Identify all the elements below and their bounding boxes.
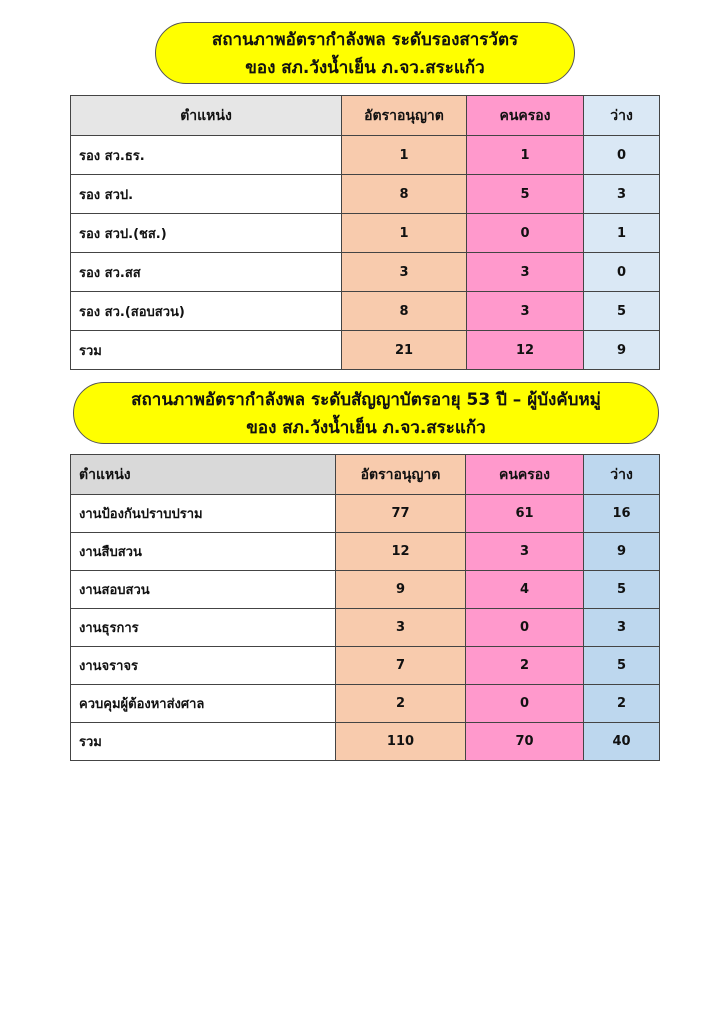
cell-authorized: 7 <box>336 647 466 685</box>
cell-vacant: 9 <box>584 533 660 571</box>
cell-authorized: 8 <box>342 175 467 214</box>
header-authorized: อัตราอนุญาต <box>342 96 467 136</box>
cell-vacant: 1 <box>584 214 660 253</box>
cell-position: รอง สว.(สอบสวน) <box>71 292 342 331</box>
header-filled: คนครอง <box>466 455 584 495</box>
cell-authorized: 110 <box>336 723 466 761</box>
cell-vacant: 0 <box>584 253 660 292</box>
cell-filled: 1 <box>467 136 584 175</box>
table-row <box>71 136 660 175</box>
cell-position: รวม <box>71 331 342 370</box>
table-total-row <box>71 723 660 761</box>
cell-authorized: 12 <box>336 533 466 571</box>
cell-position: รอง สวป.(ชส.) <box>71 214 342 253</box>
cell-position: รอง สว.ธร. <box>71 136 342 175</box>
cell-authorized: 77 <box>336 495 466 533</box>
cell-vacant: 5 <box>584 571 660 609</box>
cell-position: รอง สว.สส <box>71 253 342 292</box>
cell-vacant: 40 <box>584 723 660 761</box>
cell-filled: 61 <box>466 495 584 533</box>
header-vacant: ว่าง <box>584 455 660 495</box>
cell-filled: 3 <box>466 533 584 571</box>
table-row <box>71 571 660 609</box>
cell-vacant: 3 <box>584 609 660 647</box>
header-position: ตำแหน่ง <box>71 96 342 136</box>
table-header-row <box>71 455 660 495</box>
table-row <box>71 647 660 685</box>
cell-filled: 3 <box>467 292 584 331</box>
table-row <box>71 533 660 571</box>
cell-authorized: 3 <box>336 609 466 647</box>
cell-position: ควบคุมผู้ต้องหาส่งศาล <box>71 685 336 723</box>
cell-filled: 4 <box>466 571 584 609</box>
cell-authorized: 2 <box>336 685 466 723</box>
cell-vacant: 3 <box>584 175 660 214</box>
cell-authorized: 8 <box>342 292 467 331</box>
table-row <box>71 292 660 331</box>
cell-filled: 2 <box>466 647 584 685</box>
header-filled: คนครอง <box>467 96 584 136</box>
cell-vacant: 5 <box>584 647 660 685</box>
cell-filled: 5 <box>467 175 584 214</box>
cell-authorized: 21 <box>342 331 467 370</box>
table-row <box>71 609 660 647</box>
cell-vacant: 2 <box>584 685 660 723</box>
cell-vacant: 5 <box>584 292 660 331</box>
cell-vacant: 16 <box>584 495 660 533</box>
cell-filled: 12 <box>467 331 584 370</box>
cell-position: รวม <box>71 723 336 761</box>
section1-title-line1: สถานภาพอัตรากำลังพล ระดับรองสารวัตร <box>211 30 519 50</box>
cell-filled: 0 <box>466 685 584 723</box>
table-row <box>71 685 660 723</box>
cell-position: งานจราจร <box>71 647 336 685</box>
table-row <box>71 495 660 533</box>
cell-filled: 70 <box>466 723 584 761</box>
section2-title-banner <box>73 382 659 444</box>
cell-authorized: 1 <box>342 136 467 175</box>
table-row <box>71 175 660 214</box>
cell-position: งานสืบสวน <box>71 533 336 571</box>
cell-filled: 0 <box>466 609 584 647</box>
cell-vacant: 0 <box>584 136 660 175</box>
section2-title-line1: สถานภาพอัตรากำลังพล ระดับสัญญาบัตรอายุ 53 ปี – ผู้บังคับหมู่ <box>131 390 601 410</box>
cell-position: งานสอบสวน <box>71 571 336 609</box>
header-position: ตำแหน่ง <box>71 455 336 495</box>
cell-position: งานธุรการ <box>71 609 336 647</box>
section2-title-line2: ของ สภ.วังน้ำเย็น ภ.จว.สระแก้ว <box>246 418 486 438</box>
cell-filled: 0 <box>467 214 584 253</box>
cell-authorized: 3 <box>342 253 467 292</box>
squad-leader-staffing-table <box>70 454 660 761</box>
table-row <box>71 253 660 292</box>
cell-authorized: 9 <box>336 571 466 609</box>
table-row <box>71 214 660 253</box>
cell-position: งานป้องกันปราบปราม <box>71 495 336 533</box>
cell-position: รอง สวป. <box>71 175 342 214</box>
header-authorized: อัตราอนุญาต <box>336 455 466 495</box>
sub-inspector-staffing-table <box>70 95 660 370</box>
section1-title-banner <box>155 22 575 84</box>
section1-title-line2: ของ สภ.วังน้ำเย็น ภ.จว.สระแก้ว <box>245 58 485 78</box>
cell-filled: 3 <box>467 253 584 292</box>
cell-authorized: 1 <box>342 214 467 253</box>
cell-vacant: 9 <box>584 331 660 370</box>
table-total-row <box>71 331 660 370</box>
table-header-row <box>71 96 660 136</box>
header-vacant: ว่าง <box>584 96 660 136</box>
